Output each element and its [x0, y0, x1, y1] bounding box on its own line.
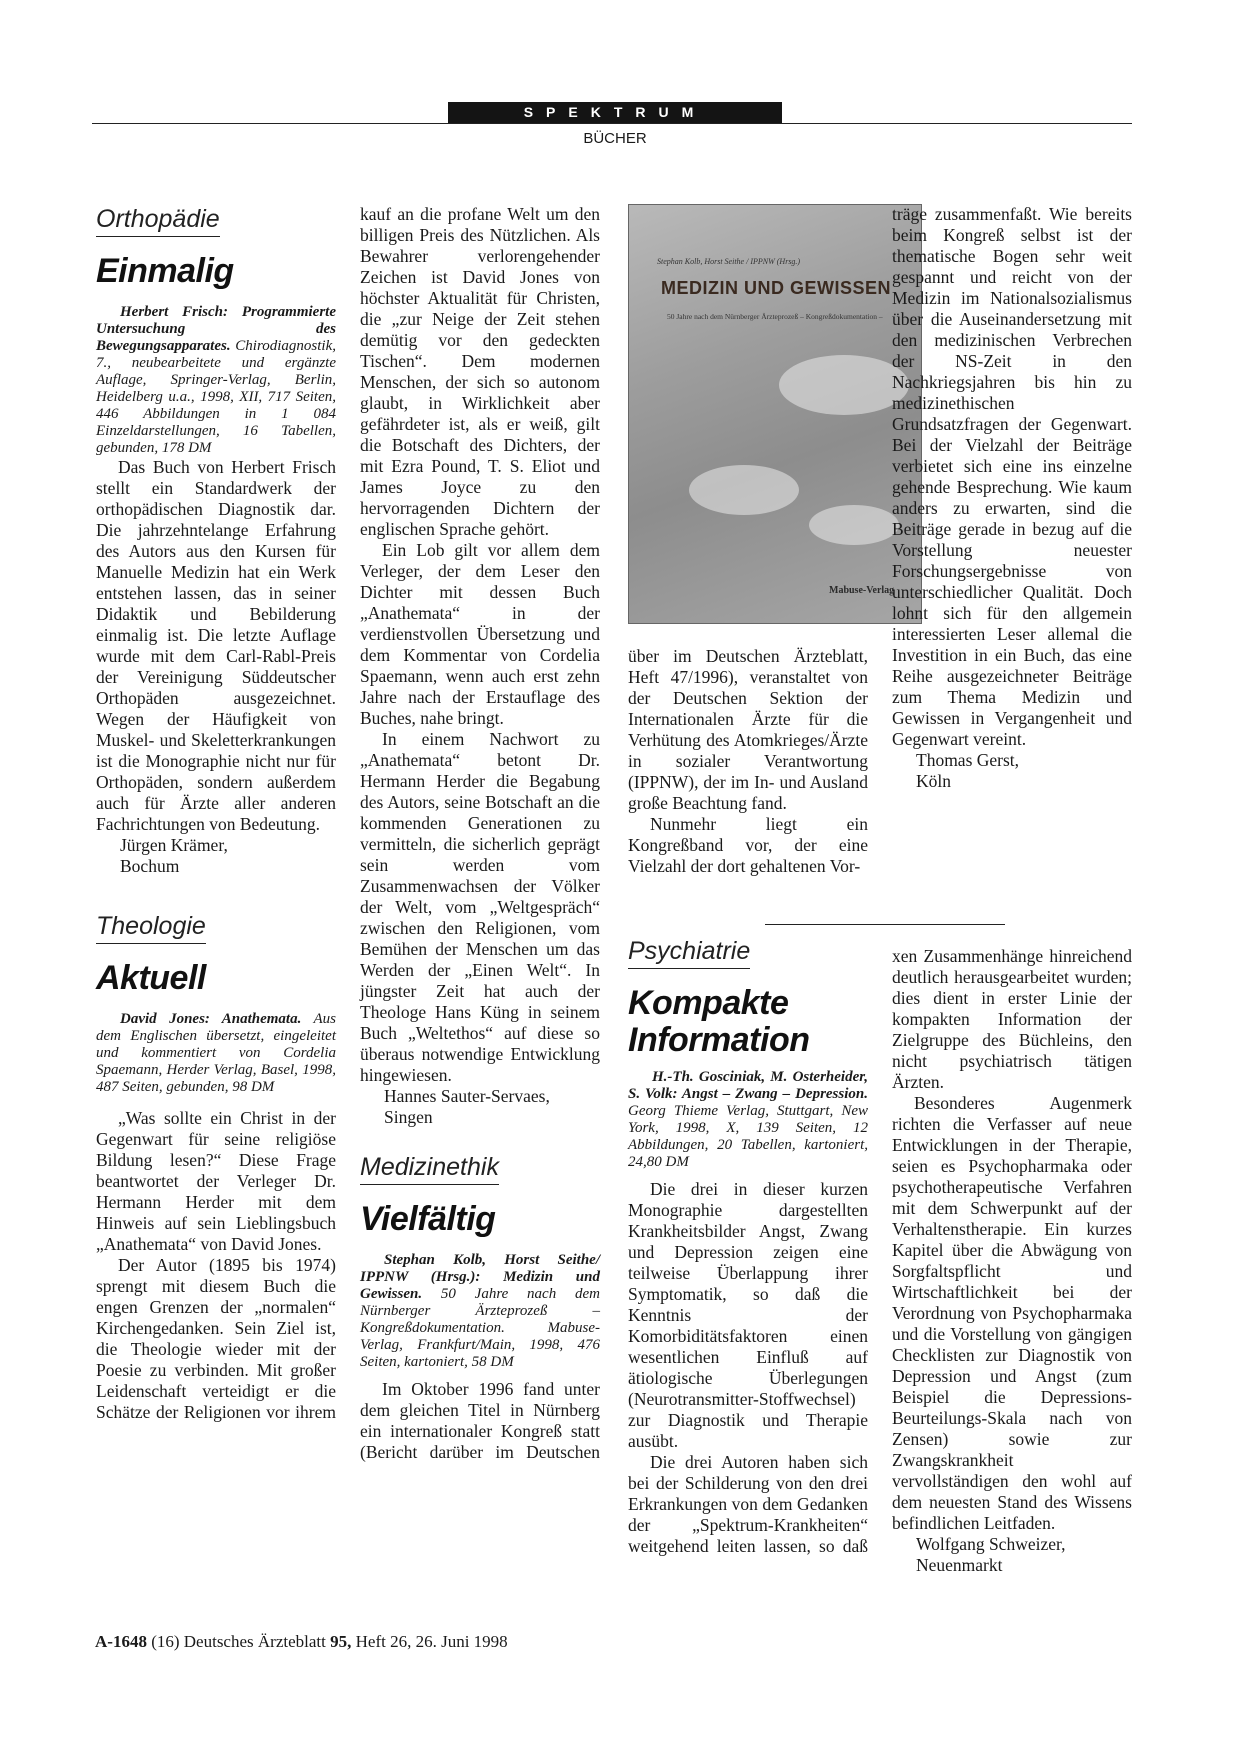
body-psychiatrie-p1: Die drei in dieser kurzen Monographie dargestellten Krankheitsbilder Angst, Zwang und Depression zeigen eine teilweise Überlappung ihrer Symptomatik, so daß die Kenntnis der Komorbiditätsfaktoren einen wesentlichen Einfluß auf ätiologische Überlegungen (Neurotransmitter-Stoffwechsel) zur Diagnostik und Therapie ausübt. [628, 1179, 868, 1451]
body-medizinethik-p1-cont: über im Deutschen Ärzteblatt, Heft 47/1996), veranstaltet von der Deutschen Sektion der Internationalen Ärzte für die Verhütung des Atomkrieges/Ärzte in sozialer Verantwortung (IPPNW), der im In- und Ausland große Beachtung fand. [628, 646, 868, 813]
cover-subtitle: 50 Jahre nach dem Nürnberger Ärzteprozeß – Kongreßdokumentation – [667, 312, 883, 321]
column-3-upper [628, 646, 868, 877]
section-banner: SPEKTRUM [448, 102, 782, 123]
rubric-theologie: Theologie [96, 911, 206, 944]
author-medizinethik: Thomas Gerst, [916, 750, 1020, 770]
place-theologie: Singen [384, 1107, 433, 1127]
body-medizinethik-p2-start: Nunmehr liegt ein Kongreßband vor, der eine Vielzahl der dort gehaltenen Vor- [628, 814, 868, 876]
footer-issue: Heft 26, 26. Juni 1998 [355, 1632, 508, 1651]
place-orthopaedie: Bochum [120, 856, 180, 876]
body-theologie-p4: In einem Nachwort zu „Anathemata“ betont Dr. Hermann Herder die Begabung des Autors, seine Botschaft an die kommenden Generationen zu vermitteln, die sicherlich geprägt sein werden vom Zusammenwachsen der Völker der Welt, vom „Weltgespräch“ zwischen den Religionen, vom Bemühen der Menschen um das Werden der „Einen Welt“. In jüngster Zeit hat auch der Theologe Hans Küng in seinem Buch „Weltethos“ auf diese so überaus notwendige Entwicklung hingewiesen. [360, 729, 600, 1085]
headline-einmalig: Einmalig [96, 252, 234, 290]
body-medizinethik-p2-cont: träge zusammenfaßt. Wie bereits beim Kongreß selbst ist der thematische Bogen sehr weit gespannt und reicht von der Medizin im Nationalsozialismus über die Auseinandersetzung mit den medizinischen Verbrechen der NS-Zeit in den Nachkriegsjahren bis hin zu medizinethischen Grundsatzfragen der Gegenwart. Bei der Vielzahl der Beiträge verbietet sich eine ins einzelne gehende Besprechung. Wie kaum anders zu erwarten, sind die Beiträge gerade in bezug auf die Vorstellung neuester Forschungsergebnisse von unterschiedlicher Qualität. Doch lohnt sich für den allgemein interessierten Leser allemal die Investition in ein Buch, das eine Reihe ausgezeichneter Beiträge zum Thema Medizin und Gewissen in Vergangenheit und Gegenwart vereint. [892, 204, 1132, 749]
place-psychiatrie: Neuenmarkt [916, 1555, 1003, 1575]
column-4-lower [892, 946, 1132, 1576]
book-cover-image [628, 204, 922, 624]
place-medizinethik: Köln [916, 771, 951, 791]
author-psychiatrie: Wolfgang Schweizer, [916, 1534, 1066, 1554]
body-medizinethik-p1: Im Oktober 1996 fand unter dem gleichen Titel in Nürnberg ein internationaler Kongreß statt (Bericht darüber im Deutschen [360, 1379, 600, 1462]
body-psychiatrie-p2: Die drei Autoren haben sich bei der Schilderung von den drei Erkrankungen von dem Gedanken der „Spektrum-Krankheiten“ weitgehend leiten lassen, so daß [628, 1452, 868, 1556]
page-number: A-1648 [95, 1632, 147, 1651]
body-psychiatrie-p2-cont: xen Zusammenhänge hinreichend deutlich herausgearbeitet wurden; dies dient in erster Linie der kompakten Information der Zielgruppe des Büchleins, den nicht psychiatrisch tätigen Ärzten. [892, 946, 1132, 1092]
column-4-upper [892, 204, 1132, 792]
body-psychiatrie-p3: Besonderes Augenmerk richten die Verfasser auf neue Entwicklungen in der Therapie, seien es Psychopharmaka oder psychotherapeutische Verfahren mit dem Schwerpunkt auf der Verhaltenstherapie. Ein kurzes Kapitel über die Abwägung von Sorgfaltspflicht und Wirtschaftlichkeit bei der Verordnung von Psychopharmaka und die Vorstellung von gängigen Checklisten zur Diagnostik von Depression und Angst (zum Beispiel die Depressions-Beurteilungs-Skala nach von Zensen) sowie zur Zwangskrankheit vervollständigen den wohl auf dem neuesten Stand des Wissens befindlichen Leitfaden. [892, 1093, 1132, 1533]
subsection-label: BÜCHER [583, 130, 647, 147]
body-theologie-p3: Ein Lob gilt vor allem dem Verleger, der dem Leser den Dichter mit dessen Buch „Anathemata“ in der verdienstvollen Übersetzung und dem Kommentar von Cordelia Spaemann, wenn auch erst zehn Jahre nach der Erstauflage des Buches, nahe bringt. [360, 540, 600, 728]
rubric-psychiatrie: Psychiatrie [628, 936, 750, 969]
biblio-psychiatrie: H.-Th. Gosciniak, M. Osterheider, S. Volk: Angst – Zwang – Depression. Georg Thieme Verlag, Stuttgart, New York, 1998, X, 139 Seiten, 12 Abbildungen, 20 Tabellen, kartoniert, 24,80 DM [628, 1069, 868, 1170]
body-theologie-p2-cont: kauf an die profane Welt um den billigen Preis des Nützlichen. Als Bewahrer verlorengehender Zeichen ist David Jones von höchster Aktualität für Christen, die „zur Neige der Zeit stehen demütig vor den gedeckten Tischen“. Dem modernen Menschen, der sich so autonom glaubt, in Wirklichkeit aber gefährdeter ist, als er weiß, gilt die Botschaft des Dichters, der mit Ezra Pound, T. S. Eliot und James Joyce zu den hervorragenden Dichtern der englischen Sprache gehört. [360, 204, 600, 539]
cover-publisher: Mabuse-Verlag [829, 585, 895, 596]
biblio-theologie: David Jones: Anathemata. Aus dem Englischen übersetzt, eingeleitet und kommentiert von Cordelia Spaemann, Herder Verlag, Basel, 1998, 487 Seiten, gebunden, 98 DM [96, 1011, 336, 1095]
header-rule [92, 123, 1132, 124]
body-theologie-p1: „Was sollte ein Christ in der Gegenwart für seine religiöse Bildung lesen?“ Diese Frage beantwortet der Verleger Dr. Hermann Herder mit dem Hinweis auf sein Lieblingsbuch „Anathemata“ von David Jones. [96, 1108, 336, 1254]
footer-journal: (16) Deutsches Ärzteblatt [151, 1632, 326, 1651]
body-orthopaedie: Das Buch von Herbert Frisch stellt ein Standardwerk der orthopädischen Diagnostik dar. Die jahrzehntelange Erfahrung des Autors aus den Kursen für Manuelle Medizin hat ein Werk entstehen lassen, das in seiner Didaktik und Bebilderung einmalig ist. Die letzte Auflage wurde mit dem Carl-Rabl-Preis der Vereinigung Süddeutscher Orthopäden ausgezeichnet. Wegen der Häufigkeit von Muskel- und Skeletterkrankungen ist die Monographie nicht nur für Orthopäden, sondern außerdem auch für Ärzte aller anderen Fachrichtungen von Bedeutung. [96, 457, 336, 834]
cover-title: MEDIZIN UND GEWISSEN [661, 278, 892, 298]
headline-aktuell: Aktuell [96, 959, 206, 997]
headline-vielfaeltig: Vielfältig [360, 1200, 496, 1238]
section-divider [765, 924, 1005, 925]
column-1 [96, 204, 336, 1423]
body-theologie-p2: Der Autor (1895 bis 1974) sprengt mit diesem Buch die engen Grenzen der „normalen“ Kirchengedanken. Sein Ziel ist, die Theologie wieder mit der Poesie zu verbinden. Mit großer Leidenschaft verteidigt er die Schätze der Religionen vor ihrem [96, 1255, 336, 1422]
biblio-orthopaedie: Herbert Frisch: Programmierte Untersuchung des Bewegungsapparates. Chirodiagnostik, 7., neubearbeitete und ergänzte Auflage, Springer-Verlag, Berlin, Heidelberg u.a., 1998, XII, 717 Seiten, 446 Abbildungen in 1 084 Einzeldarstellungen, 16 Tabellen, gebunden, 178 DM [96, 304, 336, 456]
rubric-medizinethik: Medizinethik [360, 1152, 499, 1185]
author-theologie: Hannes Sauter-Servaes, [384, 1086, 550, 1106]
column-2 [360, 204, 600, 1463]
headline-kompakte-information: Kompakte Information [628, 984, 810, 1059]
cover-authors: Stephan Kolb, Horst Seithe / IPPNW (Hrsg.) [657, 257, 801, 266]
page-footer [95, 1632, 508, 1652]
column-3-lower [628, 936, 868, 1557]
rubric-orthopaedie: Orthopädie [96, 204, 220, 237]
author-orthopaedie: Jürgen Krämer, [120, 835, 228, 855]
biblio-medizinethik: Stephan Kolb, Horst Seithe/ IPPNW (Hrsg.): Medizin und Gewissen. 50 Jahre nach dem Nürnberger Ärzteprozeß – Kongreßdokumentation. Mabuse-Verlag, Frankfurt/Main, 1998, 476 Seiten, kartoniert, 58 DM [360, 1252, 600, 1370]
footer-volume: 95, [330, 1632, 352, 1651]
